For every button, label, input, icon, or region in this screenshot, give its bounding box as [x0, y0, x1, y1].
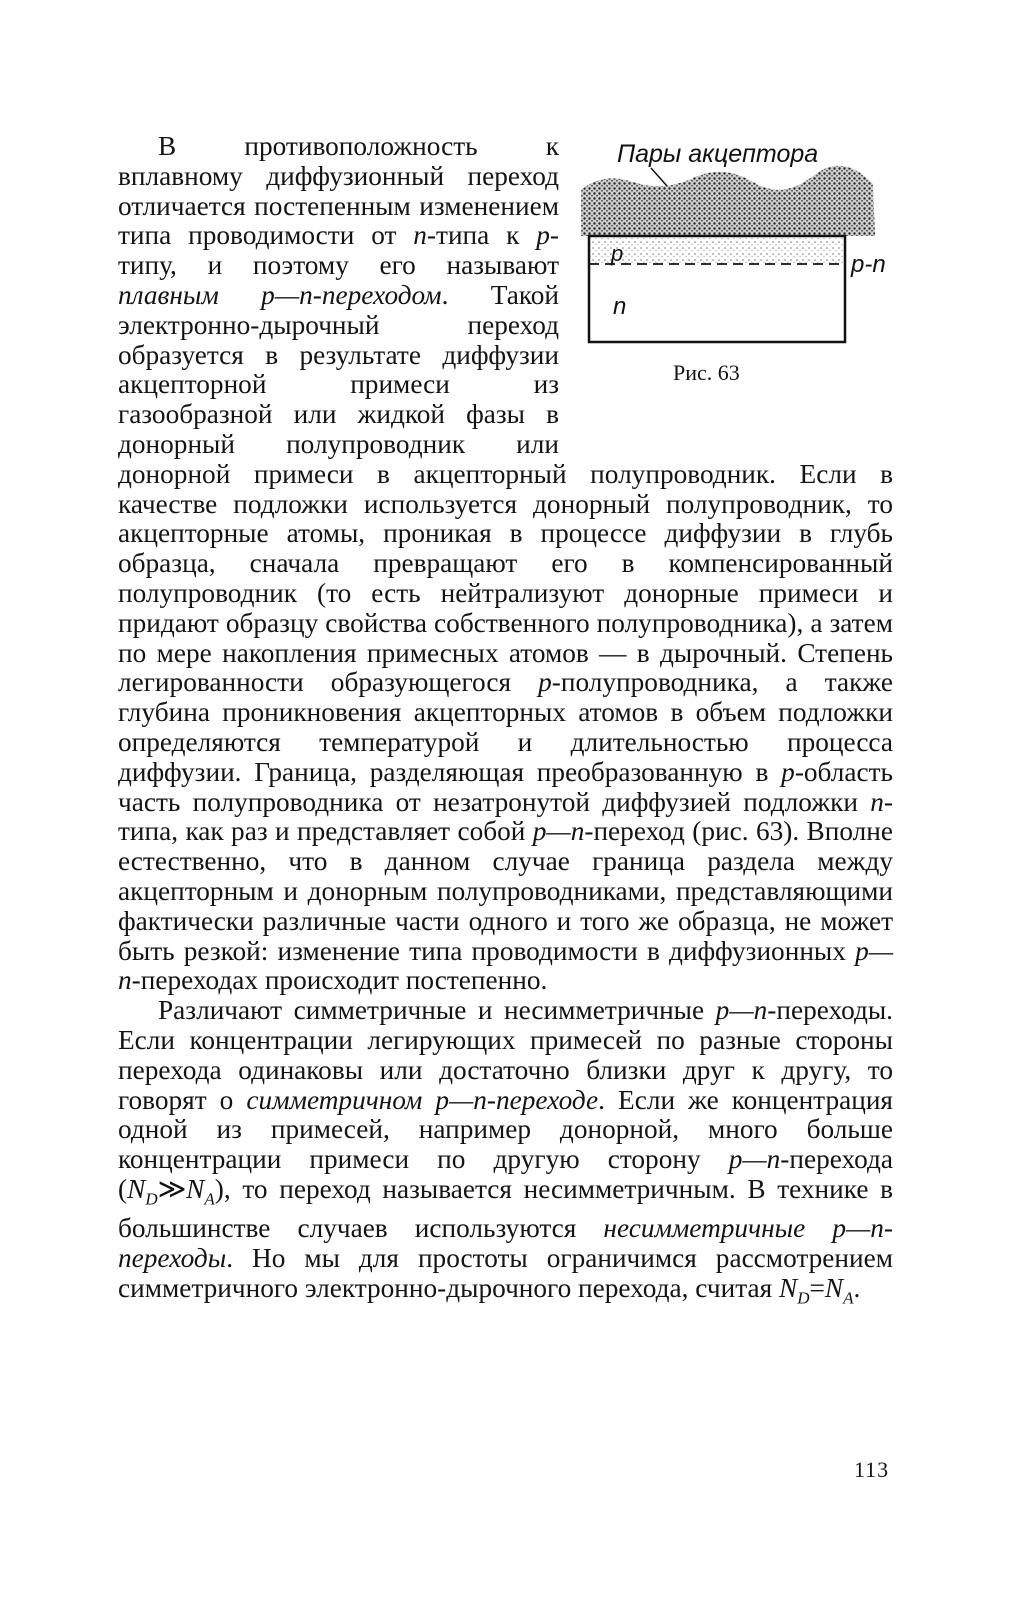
main-text — [118, 132, 893, 1313]
acceptor-vapor-cloud — [581, 166, 875, 236]
paragraph-1: В противоположность к вплавному диффузионный переход отличается постепенным изменением типа проводимости от n-типа к p-типу, и поэтому его называют плавным p—n-переходом. Такой электронно-дырочный переход образуется в результате диффузии акцепторной примеси из газообразной или жидкой фазы в донорный полупроводник или донорной примеси в акцепторный полупроводник. Если в качестве подложки используется донорный полупроводник, то акцепторные атомы, проникая в процессе диффузии в глубь образца, сначала превращают его в компенсированный полупроводник (то есть нейтрализуют донорные примеси и придают образцу свойства собственного полупроводника), а затем по мере накопления примесных атомов — в дырочный. Степень легированности образующегося p-полупроводника, а также глубина проникновения акцепторных атомов в объем подложки определяются температурой и длительностью процесса диффузии. Граница, разделяющая преобразованную в p-область часть полупроводника от незатронутой диффузией подложки n-типа, как раз и представляет собой p—n-переход (рис. 63). Вполне естественно, что в данном случае граница раздела между акцепторным и донорным полупроводниками, представляющими фактически различные части одного и того же образца, не может быть резкой: изменение типа проводимости в диффузионных p—n-переходах происходит постепенно. — [118, 131, 894, 996]
term-gradual-junction: плавным p—n-переходом — [118, 279, 442, 310]
figure-63 — [573, 132, 893, 432]
term-asymmetric-junctions: несимметричные p—n-переходы — [118, 1213, 893, 1273]
vapor-label: Пары акцептора — [617, 140, 819, 168]
pointer-line — [651, 168, 667, 186]
paragraph-2: Различают симметричные и несимметричные p—n-переходы. Если концентрации легирующих примесей по разные стороны перехода одинаковы или достаточно близки друг к другу, то говорят о симметричном p—n-переходе. Если же концентрация одной из примесей, например донорной, много больше концентрации примеси по другую сторону p—n-перехода $(N_D≫N_A)$, то переход называется несимметричным. В технике в большинстве случаев используются несимметричные p—n-переходы. Но мы для простоты ограничимся рассмотрением симметричного электронно-дырочного перехода, считая $N_D=N_A$. — [118, 995, 893, 1308]
page-body — [118, 132, 893, 1313]
figure-caption: Рис. 63 — [673, 360, 740, 385]
p-layer — [589, 236, 845, 264]
formula-nd-gg-na: $N_D≫N_A$ — [127, 1173, 215, 1209]
junction-label: p-n — [851, 251, 886, 278]
term-symmetric-junction: симметричном p—n-переходе — [246, 1084, 599, 1115]
p-region-label: p — [611, 241, 624, 266]
page-number: 113 — [854, 1457, 890, 1482]
n-region-label: n — [613, 293, 627, 320]
formula-nd-eq-na: $N_D=N_A$ — [778, 1272, 854, 1308]
diffusion-junction-diagram — [573, 132, 893, 362]
